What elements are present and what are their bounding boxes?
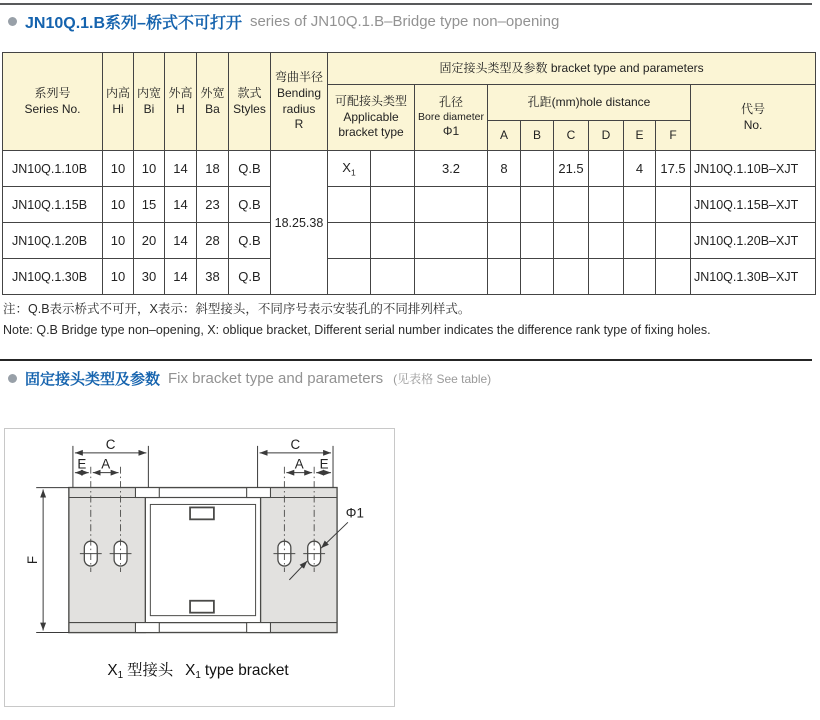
code-cell: JN10Q.1.30B–XJT (691, 259, 816, 295)
bracket-drawing (5, 429, 392, 704)
bracket-diagram-box (4, 428, 395, 707)
bracket-type-cell-2 (371, 187, 415, 223)
section1-title-zh: JN10Q.1.B系列–桥式不可打开 (25, 15, 242, 32)
bracket-type-cell-2 (371, 223, 415, 259)
cell-a (488, 223, 521, 259)
col-header-bore: 孔径 Bore diameter Φ1 (415, 85, 488, 151)
top-rule (0, 3, 812, 5)
bullet-icon (8, 374, 17, 383)
cell-bore: 3.2 (415, 151, 488, 187)
section2-hint: (见表格 See table) (393, 372, 492, 386)
cell-f (656, 259, 691, 295)
col-header-styles: 款式 Styles (229, 53, 271, 151)
dim-label-phi1: Φ1 (345, 505, 364, 521)
bracket-type-cell-2 (371, 259, 415, 295)
col-header-bi: 内宽 Bi (134, 53, 165, 151)
code-cell: JN10Q.1.15B–XJT (691, 187, 816, 223)
cell-ba: 38 (197, 259, 229, 295)
bracket-type-cell (328, 223, 371, 259)
col-header-e: E (624, 121, 656, 151)
dim-label-a-left: A (101, 456, 111, 472)
bracket-type-cell: $X_1$ (328, 151, 371, 187)
col-header-hole-distance: 孔距(mm)hole distance (488, 85, 691, 121)
cell-h: 14 (165, 259, 197, 295)
cell-c (554, 259, 589, 295)
section-divider (0, 359, 812, 361)
cell-bore (415, 259, 488, 295)
cell-a: 8 (488, 151, 521, 187)
bracket-type-cell-2 (371, 151, 415, 187)
bullet-icon (8, 17, 17, 26)
cell-h: 14 (165, 223, 197, 259)
cell-d (589, 259, 624, 295)
cell-h: 14 (165, 187, 197, 223)
cell-hi: 10 (103, 223, 134, 259)
table-row (3, 187, 816, 223)
bracket-type-cell (328, 187, 371, 223)
cell-ba: 23 (197, 187, 229, 223)
cell-c (554, 223, 589, 259)
cell-b (521, 223, 554, 259)
cell-ba: 18 (197, 151, 229, 187)
col-header-f: F (656, 121, 691, 151)
cell-style: Q.B (229, 259, 271, 295)
section1-title-en: series of JN10Q.1.B–Bridge type non–opening (249, 13, 560, 30)
dim-label-a-right: A (294, 456, 304, 472)
cell-b (521, 259, 554, 295)
series-cell: JN10Q.1.15B (3, 187, 103, 223)
cell-bi: 15 (134, 187, 165, 223)
cell-e (624, 187, 656, 223)
section1-title (8, 10, 559, 33)
notes (3, 299, 711, 341)
cell-h: 14 (165, 151, 197, 187)
col-header-d: D (589, 121, 624, 151)
cell-d (589, 151, 624, 187)
cell-bore (415, 223, 488, 259)
col-header-radius: 弯曲半径 Bending radius R (271, 53, 328, 151)
col-header-series: 系列号 Series No. (3, 53, 103, 151)
bending-radius-cell: 18.25.38 (271, 151, 328, 295)
col-header-h: 外高 H (165, 53, 197, 151)
cell-ba: 28 (197, 223, 229, 259)
cell-c: 21.5 (554, 151, 589, 187)
table-row (3, 223, 816, 259)
diagram-caption: X1 型接头 X1 type bracket (107, 662, 289, 682)
section2-title-en: Fix bracket type and parameters (168, 370, 384, 387)
table-row (3, 151, 816, 187)
cell-bore (415, 187, 488, 223)
cell-style: Q.B (229, 223, 271, 259)
dim-label-f: F (25, 555, 41, 565)
header-row-1 (3, 53, 816, 85)
code-cell: JN10Q.1.20B–XJT (691, 223, 816, 259)
cell-hi: 10 (103, 259, 134, 295)
bracket-type-cell (328, 259, 371, 295)
section2-title-zh: 固定接头类型及参数 (25, 371, 161, 388)
cell-bi: 20 (134, 223, 165, 259)
cell-d (589, 187, 624, 223)
col-header-applicable: 可配接头类型 Applicable bracket type (328, 85, 415, 151)
dim-label-c-left: C (105, 436, 116, 452)
series-cell: JN10Q.1.30B (3, 259, 103, 295)
cell-a (488, 187, 521, 223)
cell-c (554, 187, 589, 223)
note-en: Note: Q.B Bridge type non–opening, X: oblique bracket, Different serial number indicates the difference rank type of fixing holes. (3, 323, 711, 337)
cell-hi: 10 (103, 151, 134, 187)
series-cell: JN10Q.1.10B (3, 151, 103, 187)
dim-label-e-left: E (77, 456, 87, 472)
section2-title (8, 368, 491, 389)
col-header-a: A (488, 121, 521, 151)
dim-label-e-right: E (319, 456, 329, 472)
col-header-ba: 外宽 Ba (197, 53, 229, 151)
col-header-hi: 内高 Hi (103, 53, 134, 151)
cell-e (624, 223, 656, 259)
cell-f (656, 187, 691, 223)
dim-label-c-right: C (290, 436, 301, 452)
cell-e: 4 (624, 151, 656, 187)
note-zh: 注：Q.B表示桥式不可开，X表示：斜型接头，不同序号表示安装孔的不同排列样式。 (3, 302, 471, 316)
col-group-bracket: 固定接头类型及参数 bracket type and parameters (328, 53, 816, 85)
cell-f (656, 223, 691, 259)
code-cell: JN10Q.1.10B–XJT (691, 151, 816, 187)
col-header-c: C (554, 121, 589, 151)
cell-e (624, 259, 656, 295)
table-row (3, 259, 816, 295)
cell-f: 17.5 (656, 151, 691, 187)
spec-table (2, 52, 816, 295)
cell-a (488, 259, 521, 295)
bracket-body (69, 488, 337, 633)
col-header-code: 代号 No. (691, 85, 816, 151)
cell-hi: 10 (103, 187, 134, 223)
cell-bi: 30 (134, 259, 165, 295)
cell-b (521, 151, 554, 187)
cell-style: Q.B (229, 187, 271, 223)
cell-b (521, 187, 554, 223)
col-header-b: B (521, 121, 554, 151)
cell-style: Q.B (229, 151, 271, 187)
series-cell: JN10Q.1.20B (3, 223, 103, 259)
cell-d (589, 223, 624, 259)
cell-bi: 10 (134, 151, 165, 187)
